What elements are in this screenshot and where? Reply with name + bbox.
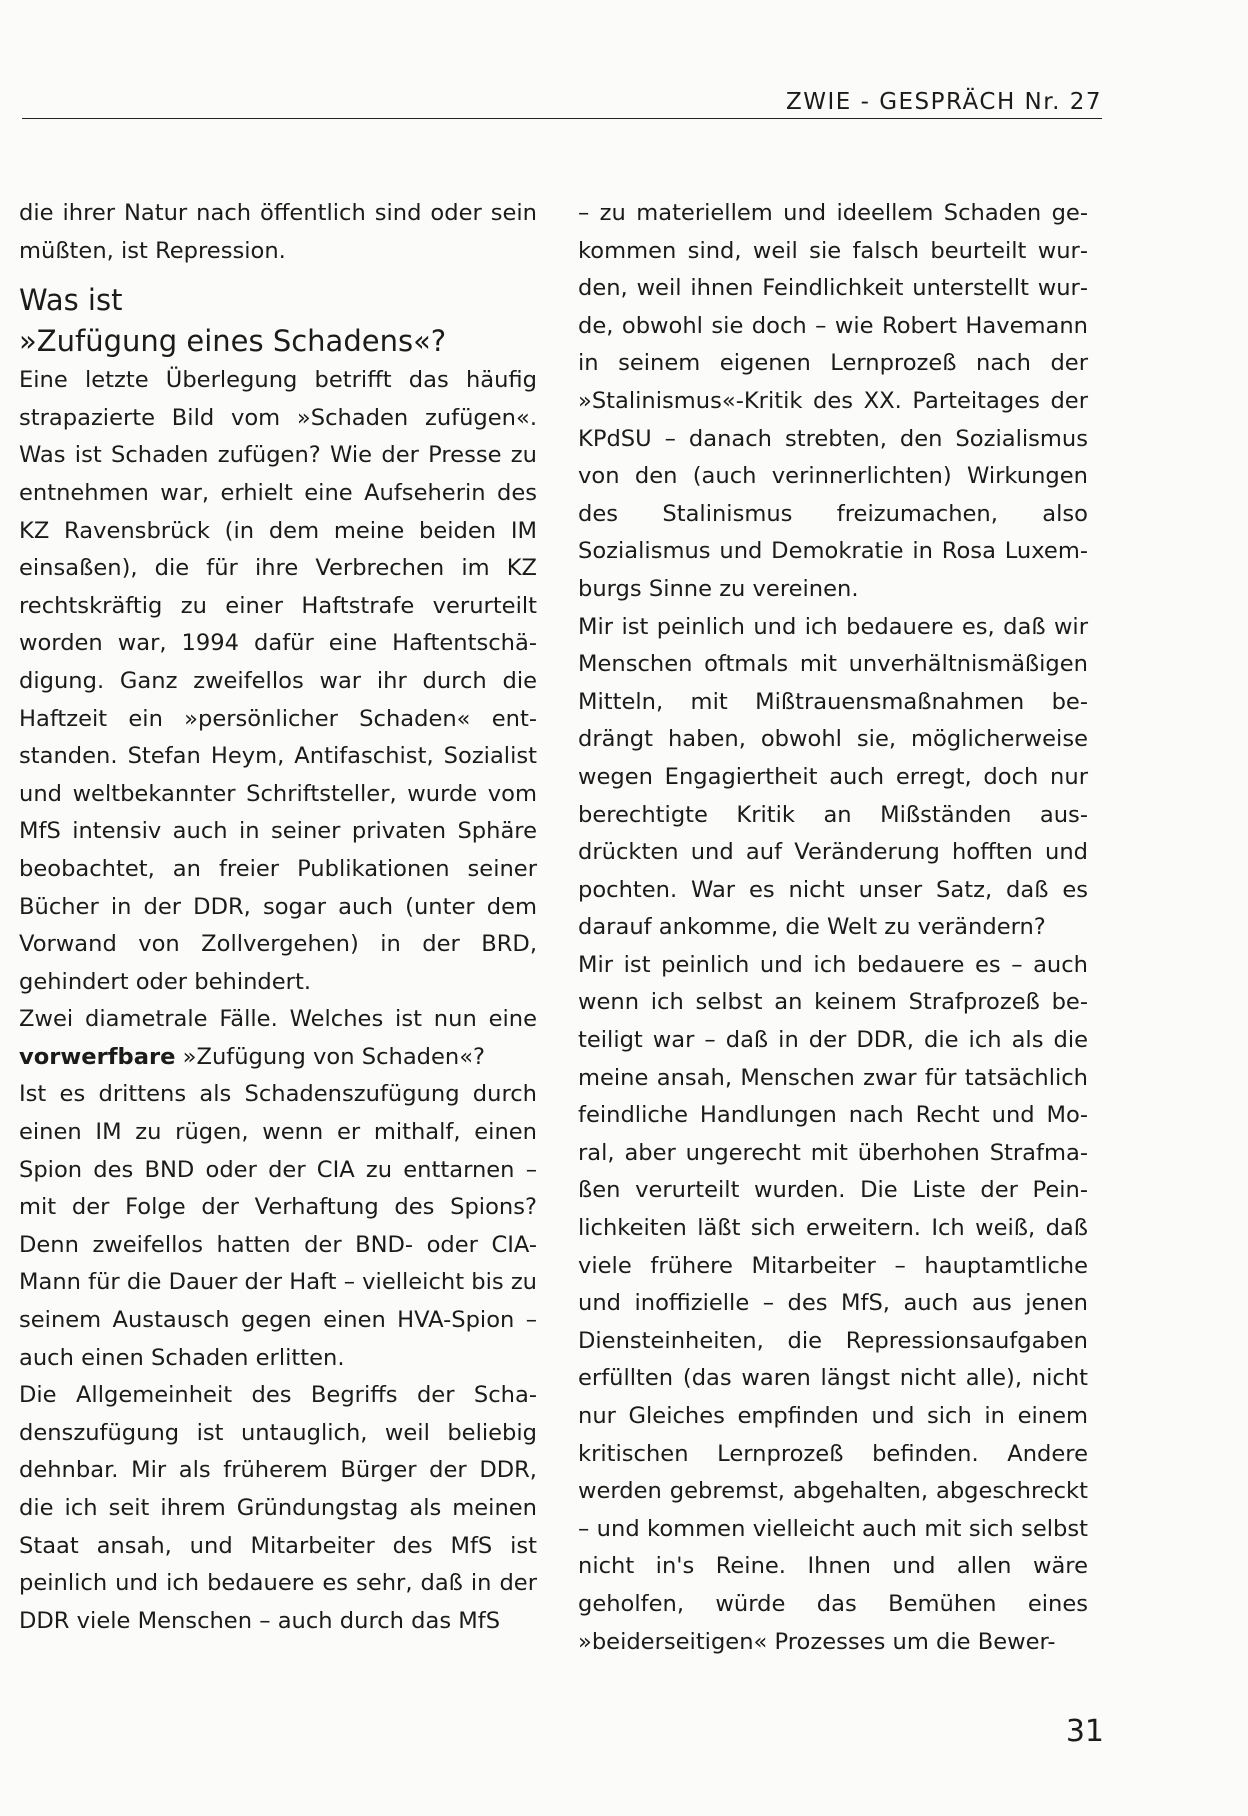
right-column	[578, 195, 1088, 1661]
paragraph: Ist es drittens als Schadenszufügung durch einen IM zu rügen, wenn er mithalf, einen Spion des BND oder der CIA zu enttarnen – mit der Folge der Verhaftung des Spions? Denn zweifellos hatten der BND- oder CIA-Mann für die Dauer der Haft – vielleicht bis zu seinem Austausch gegen einen HVA-Spion – auch einen Schaden erlitten.	[19, 1081, 537, 1371]
paragraph: Eine letzte Überlegung betrifft das häufig strapazierte Bild vom »Schaden zufügen«. Was ist Schaden zufügen? Wie der Presse zu entnehmen war, erhielt eine Aufseherin des KZ Ravensbrück (in dem meine beiden IM einsaßen), die für ihre Verbrechen im KZ rechtskräftig zu einer Haftstrafe verurteilt worden war, 1994 dafür eine Haftentschädigung. Ganz zweifellos war ihr durch die Haftzeit ein »persönlicher Schaden« entstanden. Stefan Heym, Antifaschist, Sozialist und weltbekannter Schriftsteller, wurde vom MfS intensiv auch in seiner privaten Sphäre beobachtet, an freier Publikationen seiner Bücher in der DDR, sogar auch (unter dem Vorwand von Zollvergehen) in der BRD, gehindert oder behindert.	[19, 367, 537, 995]
running-header: ZWIE - GESPRÄCH Nr. 27	[785, 89, 1102, 115]
paragraph: Mir ist peinlich und ich bedauere es – auch wenn ich selbst an keinem Strafprozeß beteiligt war – daß in der DDR, die ich als die meine ansah, Menschen zwar für tatsächlich feindliche Handlungen nach Recht und Moral, aber ungerecht mit überhohen Strafmaßen verurteilt wurden. Die Liste der Peinlichkeiten läßt sich erweitern. Ich weiß, daß viele frühere Mitarbeiter – hauptamtliche und inoffizielle – des MfS, auch aus jenen Diensteinheiten, die Repressionsaufgaben erfüllten (das waren längst nicht alle), nicht nur Gleiches empfinden und sich in einem kritischen Lernprozeß befinden. Andere werden gebremst, abgehalten, abgeschreckt – und kommen vielleicht auch mit sich selbst nicht in's Reine. Ihnen und allen wäre geholfen, würde das Bemühen eines »beiderseitigen« Prozesses um die Bewer-	[578, 951, 1088, 1655]
paragraph	[19, 1001, 537, 1076]
left-column	[19, 195, 537, 1640]
section-heading	[19, 280, 537, 362]
page-number: 31	[1065, 1714, 1104, 1749]
heading-line: Was ist	[19, 283, 123, 318]
paragraph: Mir ist peinlich und ich bedauere es, daß wir Menschen oftmals mit unverhältnismäßigen Mitteln, mit Mißtrauensmaßnahmen bedrängt haben, obwohl sie, möglicherweise wegen Engagiertheit auch erregt, doch nur berechtigte Kritik an Mißständen ausdrückten und auf Veränderung hofften und pochten. War es nicht unser Satz, daß es darauf ankomme, die Welt zu verändern?	[578, 613, 1088, 941]
bold-term: vorwerfbare	[19, 1043, 176, 1070]
text-run: Zwei diametrale Fälle. Welches ist nun eine	[19, 1006, 537, 1033]
text-run: »Zufügung von Schaden«?	[182, 1043, 486, 1070]
paragraph: die ihrer Natur nach öffentlich sind oder sein müßten, ist Repression.	[19, 200, 537, 264]
heading-line: »Zufügung eines Schadens«?	[19, 324, 447, 359]
paragraph: – zu materiellem und ideellem Schaden gekommen sind, weil sie falsch beurteilt wurden, weil ihnen Feindlichkeit unterstellt wurde, obwohl sie doch – wie Robert Havemann in seinem eigenen Lernprozeß nach der »Stalinismus«-Kritik des XX. Parteitages der KPdSU – danach strebten, den Sozialismus von den (auch verinnerlichten) Wirkungen des Stalinismus freizumachen, also Sozialismus und Demokratie in Rosa Luxemburgs Sinne zu vereinen.	[578, 200, 1088, 602]
header-rule	[22, 118, 1102, 119]
paragraph: Die Allgemeinheit des Begriffs der Schadenszufügung ist untauglich, weil beliebig dehnbar. Mir als früherem Bürger der DDR, die ich seit ihrem Gründungstag als meinen Staat ansah, und Mitarbeiter des MfS ist peinlich und ich bedauere es sehr, daß in der DDR viele Menschen – auch durch das MfS	[19, 1382, 537, 1634]
